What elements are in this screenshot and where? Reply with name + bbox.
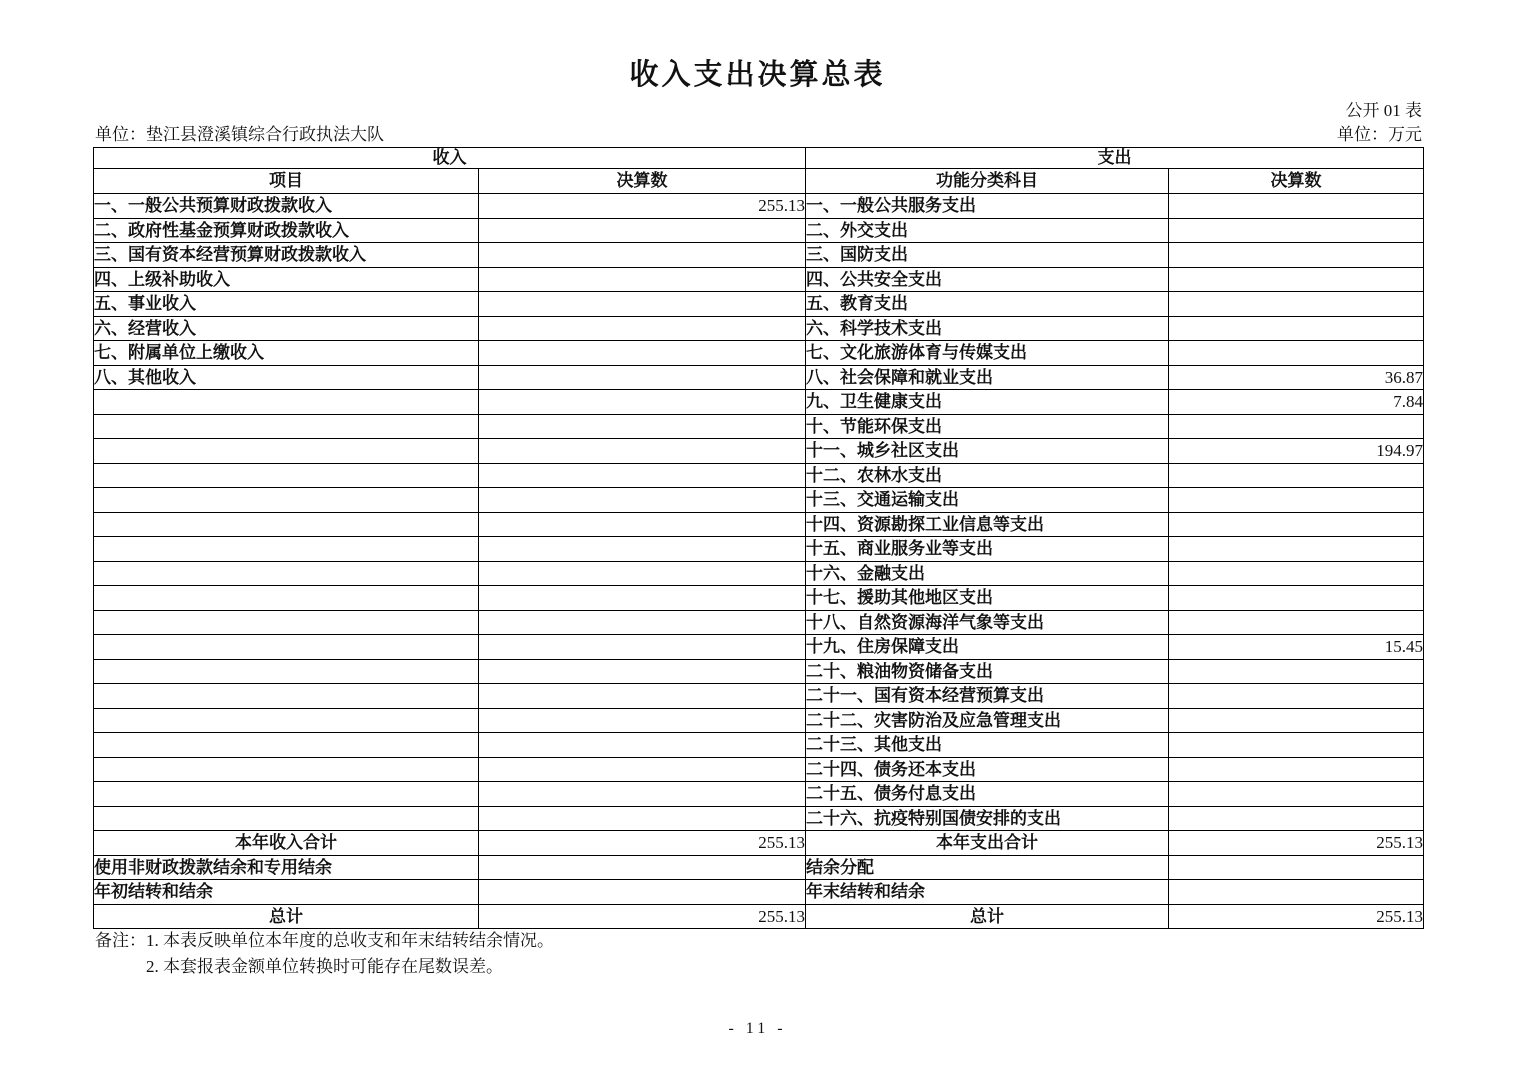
table-row — [94, 831, 1424, 856]
income-amount-cell — [479, 855, 806, 880]
expenditure-item-cell: 总计 — [806, 904, 1169, 929]
income-amount-cell — [479, 267, 806, 292]
expenditure-amount-column-header: 决算数 — [1169, 169, 1424, 194]
column-header-row — [94, 169, 1424, 194]
table-code-label: 公开 01 表 — [1345, 101, 1422, 120]
expenditure-amount-cell — [1169, 316, 1424, 341]
expenditure-item-cell: 四、公共安全支出 — [806, 267, 1169, 292]
income-item-cell: 五、事业收入 — [94, 292, 479, 317]
table-row — [94, 316, 1424, 341]
page-title: 收入支出决算总表 — [629, 59, 886, 91]
expenditure-item-cell: 十六、金融支出 — [806, 561, 1169, 586]
income-item-cell — [94, 782, 479, 807]
notes-block — [95, 928, 554, 980]
income-item-cell — [94, 708, 479, 733]
income-item-column-header: 项目 — [94, 169, 479, 194]
expenditure-item-cell: 九、卫生健康支出 — [806, 390, 1169, 415]
expenditure-amount-cell: 194.97 — [1169, 439, 1424, 464]
expenditure-item-cell: 二、外交支出 — [806, 218, 1169, 243]
table-row — [94, 512, 1424, 537]
expenditure-item-cell: 本年支出合计 — [806, 831, 1169, 856]
table-row — [94, 733, 1424, 758]
expenditure-item-cell: 七、文化旅游体育与传媒支出 — [806, 341, 1169, 366]
income-section-header: 收入 — [94, 148, 806, 169]
expenditure-item-cell: 二十、粮油物资储备支出 — [806, 659, 1169, 684]
expenditure-amount-cell — [1169, 806, 1424, 831]
table-row — [94, 586, 1424, 611]
income-item-cell — [94, 635, 479, 660]
income-item-cell: 使用非财政拨款结余和专用结余 — [94, 855, 479, 880]
table-row — [94, 880, 1424, 905]
expenditure-amount-cell: 255.13 — [1169, 831, 1424, 856]
table-row — [94, 243, 1424, 268]
table-row — [94, 341, 1424, 366]
income-amount-cell — [479, 463, 806, 488]
income-item-cell — [94, 390, 479, 415]
income-amount-cell — [479, 659, 806, 684]
income-item-cell — [94, 684, 479, 709]
expenditure-amount-cell — [1169, 733, 1424, 758]
expenditure-amount-cell — [1169, 855, 1424, 880]
income-amount-cell — [479, 561, 806, 586]
table-header — [94, 148, 1424, 194]
income-item-cell: 六、经营收入 — [94, 316, 479, 341]
expenditure-amount-cell — [1169, 341, 1424, 366]
income-amount-cell — [479, 610, 806, 635]
expenditure-amount-cell — [1169, 880, 1424, 905]
expenditure-item-cell: 十一、城乡社区支出 — [806, 439, 1169, 464]
income-amount-cell — [479, 806, 806, 831]
income-item-cell: 三、国有资本经营预算财政拨款收入 — [94, 243, 479, 268]
expenditure-item-cell: 二十二、灾害防治及应急管理支出 — [806, 708, 1169, 733]
income-item-cell — [94, 439, 479, 464]
expenditure-item-cell: 三、国防支出 — [806, 243, 1169, 268]
expenditure-item-cell: 十、节能环保支出 — [806, 414, 1169, 439]
income-item-cell — [94, 537, 479, 562]
expenditure-item-cell: 结余分配 — [806, 855, 1169, 880]
expenditure-item-cell: 二十一、国有资本经营预算支出 — [806, 684, 1169, 709]
income-amount-cell — [479, 684, 806, 709]
income-amount-cell — [479, 782, 806, 807]
table-row — [94, 414, 1424, 439]
table-row — [94, 194, 1424, 219]
income-item-cell — [94, 512, 479, 537]
expenditure-amount-cell — [1169, 782, 1424, 807]
income-item-cell: 四、上级补助收入 — [94, 267, 479, 292]
table-row — [94, 267, 1424, 292]
expenditure-item-cell: 十九、住房保障支出 — [806, 635, 1169, 660]
income-amount-cell — [479, 880, 806, 905]
expenditure-amount-cell — [1169, 414, 1424, 439]
expenditure-amount-cell — [1169, 659, 1424, 684]
income-item-cell: 八、其他收入 — [94, 365, 479, 390]
income-amount-cell — [479, 316, 806, 341]
income-amount-cell — [479, 365, 806, 390]
notes-label: 备注： — [95, 931, 146, 950]
section-header-row — [94, 148, 1424, 169]
income-amount-cell — [479, 537, 806, 562]
income-amount-cell — [479, 218, 806, 243]
expenditure-item-cell: 十七、援助其他地区支出 — [806, 586, 1169, 611]
expenditure-amount-cell: 255.13 — [1169, 904, 1424, 929]
table-row — [94, 659, 1424, 684]
expenditure-amount-cell: 36.87 — [1169, 365, 1424, 390]
table-row — [94, 439, 1424, 464]
income-item-cell — [94, 733, 479, 758]
table-row — [94, 904, 1424, 929]
income-amount-cell — [479, 512, 806, 537]
expenditure-amount-cell — [1169, 488, 1424, 513]
table-row — [94, 463, 1424, 488]
unit-measure-label: 单位：万元 — [1337, 125, 1422, 144]
income-item-cell: 本年收入合计 — [94, 831, 479, 856]
expenditure-item-cell: 十五、商业服务业等支出 — [806, 537, 1169, 562]
expenditure-section-header: 支出 — [806, 148, 1424, 169]
expenditure-item-cell: 十八、自然资源海洋气象等支出 — [806, 610, 1169, 635]
income-amount-cell — [479, 488, 806, 513]
expenditure-item-cell: 二十三、其他支出 — [806, 733, 1169, 758]
expenditure-item-cell: 八、社会保障和就业支出 — [806, 365, 1169, 390]
expenditure-item-cell: 十三、交通运输支出 — [806, 488, 1169, 513]
expenditure-item-cell: 十四、资源勘探工业信息等支出 — [806, 512, 1169, 537]
table-row — [94, 757, 1424, 782]
income-item-cell: 一、一般公共预算财政拨款收入 — [94, 194, 479, 219]
expenditure-amount-cell — [1169, 537, 1424, 562]
income-item-cell — [94, 414, 479, 439]
page-number: - 11 - — [728, 1020, 787, 1037]
income-amount-cell: 255.13 — [479, 904, 806, 929]
expenditure-item-cell: 十二、农林水支出 — [806, 463, 1169, 488]
income-item-cell — [94, 488, 479, 513]
table-row — [94, 708, 1424, 733]
table-row — [94, 561, 1424, 586]
income-item-cell: 总计 — [94, 904, 479, 929]
expenditure-item-cell: 六、科学技术支出 — [806, 316, 1169, 341]
income-amount-cell — [479, 586, 806, 611]
table-body — [94, 194, 1424, 929]
income-amount-cell — [479, 414, 806, 439]
expenditure-amount-cell — [1169, 586, 1424, 611]
income-amount-cell — [479, 341, 806, 366]
expenditure-item-column-header: 功能分类科目 — [806, 169, 1169, 194]
income-amount-cell: 255.13 — [479, 831, 806, 856]
income-amount-cell — [479, 292, 806, 317]
expenditure-amount-cell — [1169, 463, 1424, 488]
expenditure-amount-cell — [1169, 512, 1424, 537]
unit-name-label: 单位：垫江县澄溪镇综合行政执法大队 — [95, 125, 384, 144]
expenditure-amount-cell — [1169, 757, 1424, 782]
expenditure-amount-cell — [1169, 218, 1424, 243]
income-amount-cell: 255.13 — [479, 194, 806, 219]
table-row — [94, 218, 1424, 243]
budget-summary-table — [93, 147, 1424, 929]
table-row — [94, 488, 1424, 513]
note-line: 2. 本套报表金额单位转换时可能存在尾数误差。 — [146, 957, 503, 976]
table-row — [94, 292, 1424, 317]
table-row — [94, 855, 1424, 880]
income-item-cell: 二、政府性基金预算财政拨款收入 — [94, 218, 479, 243]
expenditure-item-cell: 二十六、抗疫特别国债安排的支出 — [806, 806, 1169, 831]
notes-lines — [146, 928, 554, 980]
expenditure-item-cell: 二十五、债务付息支出 — [806, 782, 1169, 807]
expenditure-amount-cell — [1169, 610, 1424, 635]
expenditure-item-cell: 五、教育支出 — [806, 292, 1169, 317]
table-row — [94, 684, 1424, 709]
expenditure-amount-cell — [1169, 292, 1424, 317]
income-amount-cell — [479, 243, 806, 268]
expenditure-amount-cell: 7.84 — [1169, 390, 1424, 415]
income-item-cell — [94, 806, 479, 831]
income-item-cell — [94, 659, 479, 684]
income-amount-cell — [479, 757, 806, 782]
income-item-cell: 七、附属单位上缴收入 — [94, 341, 479, 366]
table-row — [94, 610, 1424, 635]
table-row — [94, 806, 1424, 831]
income-amount-cell — [479, 635, 806, 660]
table-row — [94, 390, 1424, 415]
expenditure-amount-cell — [1169, 267, 1424, 292]
income-amount-cell — [479, 708, 806, 733]
expenditure-amount-cell — [1169, 561, 1424, 586]
table-row — [94, 537, 1424, 562]
income-item-cell — [94, 610, 479, 635]
expenditure-amount-cell — [1169, 708, 1424, 733]
expenditure-item-cell: 一、一般公共服务支出 — [806, 194, 1169, 219]
expenditure-amount-cell — [1169, 243, 1424, 268]
income-amount-cell — [479, 390, 806, 415]
income-amount-cell — [479, 439, 806, 464]
income-item-cell — [94, 757, 479, 782]
expenditure-item-cell: 年末结转和结余 — [806, 880, 1169, 905]
table-row — [94, 782, 1424, 807]
expenditure-item-cell: 二十四、债务还本支出 — [806, 757, 1169, 782]
income-amount-column-header: 决算数 — [479, 169, 806, 194]
income-item-cell: 年初结转和结余 — [94, 880, 479, 905]
note-line: 1. 本表反映单位本年度的总收支和年末结转结余情况。 — [146, 931, 554, 950]
income-item-cell — [94, 586, 479, 611]
expenditure-amount-cell — [1169, 194, 1424, 219]
table-row — [94, 635, 1424, 660]
expenditure-amount-cell: 15.45 — [1169, 635, 1424, 660]
income-item-cell — [94, 463, 479, 488]
table-row — [94, 365, 1424, 390]
income-amount-cell — [479, 733, 806, 758]
expenditure-amount-cell — [1169, 684, 1424, 709]
income-item-cell — [94, 561, 479, 586]
